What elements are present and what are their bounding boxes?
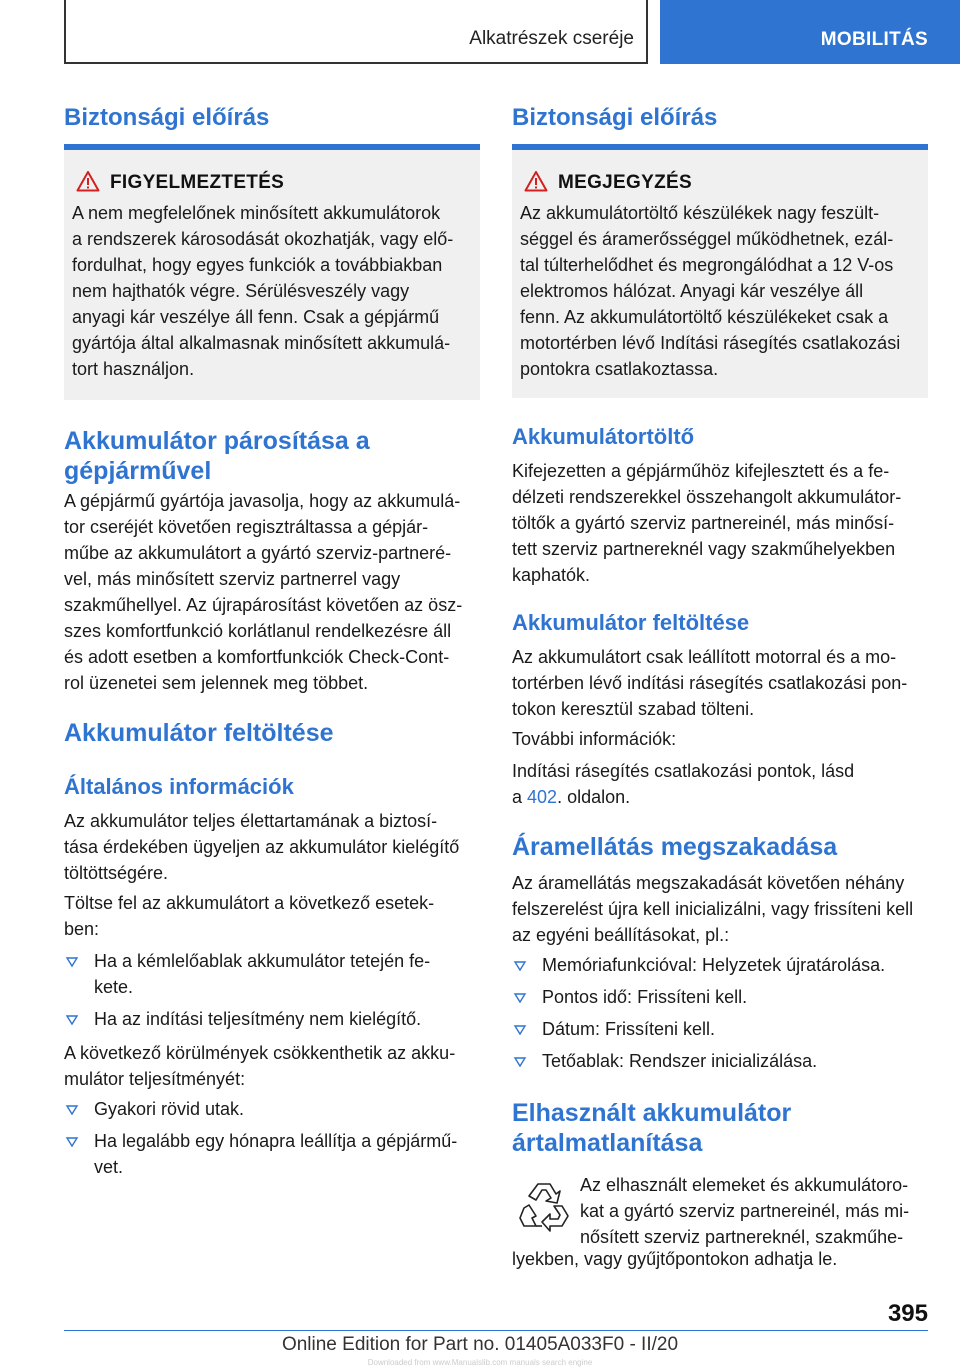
list-item: Ha legalább egy hónapra leállítja a gépjármű- vet. bbox=[64, 1128, 480, 1180]
list-item: Pontos idő: Frissíteni kell. bbox=[512, 984, 928, 1010]
heading-pairing: Akkumulátor párosítása a gépjárművel bbox=[64, 427, 370, 485]
header-section-box bbox=[64, 0, 648, 64]
heading-charging-right: Akkumulátor feltöltése bbox=[512, 610, 750, 635]
pairing-paragraph: A gépjármű gyártója javasolja, hogy az akkumulá- tor cseréjét követően regisztráltassa a gépjár- műbe az akkumulátort a gyártó szerviz-partneré- vel, más minősített szerviz partnerrel vagy szakműhellyel. Az újrapárosítást követően az ösz- szes komfortfunkció korlátlanul rendelkezésre áll és adott esetben a komfortfunkciók Check-Cont- rol üzenetei sem jelennek meg többet. bbox=[64, 491, 463, 693]
reduce-paragraph: A következő körülmények csökkenthetik az akku- mulátor teljesítményét: bbox=[64, 1043, 456, 1089]
heading-disposal: Elhasznált akkumulátor ártalmatlanítása bbox=[512, 1099, 792, 1157]
header-chapter-box bbox=[660, 0, 960, 64]
bullet-triangle-icon bbox=[66, 1136, 78, 1148]
heading-charger: Akkumulátortöltő bbox=[512, 424, 695, 449]
footer-edition: Online Edition for Part no. 01405A033F0 - II/20 bbox=[281, 1334, 679, 1355]
bullet-triangle-icon bbox=[514, 960, 526, 972]
charging-paragraph: Az akkumulátort csak leállított motorral és a mo- tortérben lévő indítási rásegítés csatlakozási pon- tokon keresztül szabad tölteni. bbox=[512, 647, 908, 719]
charge-when-paragraph: Töltse fel az akkumulátort a következő esetek- ben: bbox=[64, 893, 435, 939]
heading-power-interruption: Áramellátás megszakadása bbox=[512, 833, 838, 861]
page-header bbox=[64, 0, 960, 64]
heading-safety-right: Biztonsági előírás bbox=[512, 104, 718, 131]
warning-text: A nem megfelelőnek minősített akkumulátorok a rendszerek károsodását okozhatják, vagy elő- fordulhat, hogy egyes funkciók a továbbiakban nem hajthatók végre. Sérülésveszély vagy anyagi kár veszélye áll fenn. Csak a gépjármű gyártója által alkalmasnak minősített akkumulá- tort használjon. bbox=[72, 203, 454, 379]
list-item: Ha a kémlelőablak akkumulátor tetején fe- kete. bbox=[64, 948, 480, 1000]
footer-watermark: Downloaded from www.Manualslib.com manuals search engine bbox=[367, 1358, 593, 1367]
bullet-triangle-icon bbox=[514, 992, 526, 1004]
warning-triangle-icon bbox=[76, 170, 100, 192]
list-item: Gyakori rövid utak. bbox=[64, 1096, 480, 1122]
note-label: MEGJEGYZÉS bbox=[558, 172, 692, 193]
page-link-402[interactable]: 402 bbox=[527, 787, 558, 807]
header-chapter-title: MOBILITÁS bbox=[820, 29, 928, 50]
warning-triangle-icon bbox=[524, 170, 548, 192]
bullet-triangle-icon bbox=[66, 956, 78, 968]
heading-charging-left: Akkumulátor feltöltése bbox=[64, 719, 334, 747]
bullet-triangle-icon bbox=[514, 1024, 526, 1036]
recycle-icon bbox=[516, 1176, 572, 1236]
warning-label: FIGYELMEZTETÉS bbox=[110, 172, 285, 193]
general-paragraph: Az akkumulátor teljes élettartamának a biztosí- tása érdekében ügyeljen az akkumulátor kielégítő töltöttségére. bbox=[64, 811, 460, 883]
list-item: Dátum: Frissíteni kell. bbox=[512, 1016, 928, 1042]
more-info-label: További információk: bbox=[512, 729, 677, 749]
bullet-triangle-icon bbox=[514, 1056, 526, 1068]
list-item: Ha az indítási teljesítmény nem kielégítő. bbox=[64, 1006, 480, 1032]
note-box bbox=[512, 144, 928, 398]
header-section-title: Alkatrészek cseréje bbox=[469, 28, 634, 49]
list-item: Tetőablak: Rendszer inicializálása. bbox=[512, 1048, 928, 1074]
charger-paragraph: Kifejezetten a gépjárműhöz kifejlesztett és a fe- délzeti rendszerekkel összehangolt akkumulátor- töltők a gyártó szerviz partnereinél, más minősí- tett szerviz partnereknél vagy szakműhelyekben kaphatók. bbox=[512, 461, 902, 585]
note-text: Az akkumulátortöltő készülékek nagy feszült- séggel és áramerősséggel működhetnek, ezál- tal túlterhelődhet és megrongálódhat a 12 V-os elektromos hálózat. Anyagi kár veszélye áll fenn. Az akkumulátortöltő készülékeket csak a motortérben lévő Indítási rásegítés csatlakozási pontokra csatlakoztassa. bbox=[520, 203, 901, 379]
heading-safety-left: Biztonsági előírás bbox=[64, 104, 270, 131]
power-paragraph: Az áramellátás megszakadását követően néhány felszerelést újra kell inicializálni, vagy frissíteni kell az egyéni beállításokat, pl.: bbox=[512, 873, 914, 945]
bullet-triangle-icon bbox=[66, 1104, 78, 1116]
reference-paragraph: Indítási rásegítés csatlakozási pontok, lásd a 402. oldalon. bbox=[512, 761, 855, 807]
page-number: 395 bbox=[887, 1300, 928, 1327]
heading-general-info: Általános információk bbox=[64, 774, 294, 799]
recycle-symbol bbox=[516, 1176, 572, 1236]
bullet-triangle-icon bbox=[66, 1014, 78, 1026]
footer-divider bbox=[64, 1330, 928, 1331]
list-item: Memóriafunkcióval: Helyzetek újratárolása. bbox=[512, 952, 928, 978]
disposal-paragraph: Az elhasznált elemeket és akkumulátoro- kat a gyártó szerviz partnereinél, más mi- nősített szerviz partnereknél, szakműhe- bbox=[580, 1175, 910, 1247]
warning-box bbox=[64, 144, 480, 400]
disposal-last-line: lyekben, vagy gyűjtőpontokon adhatja le. bbox=[512, 1249, 838, 1269]
